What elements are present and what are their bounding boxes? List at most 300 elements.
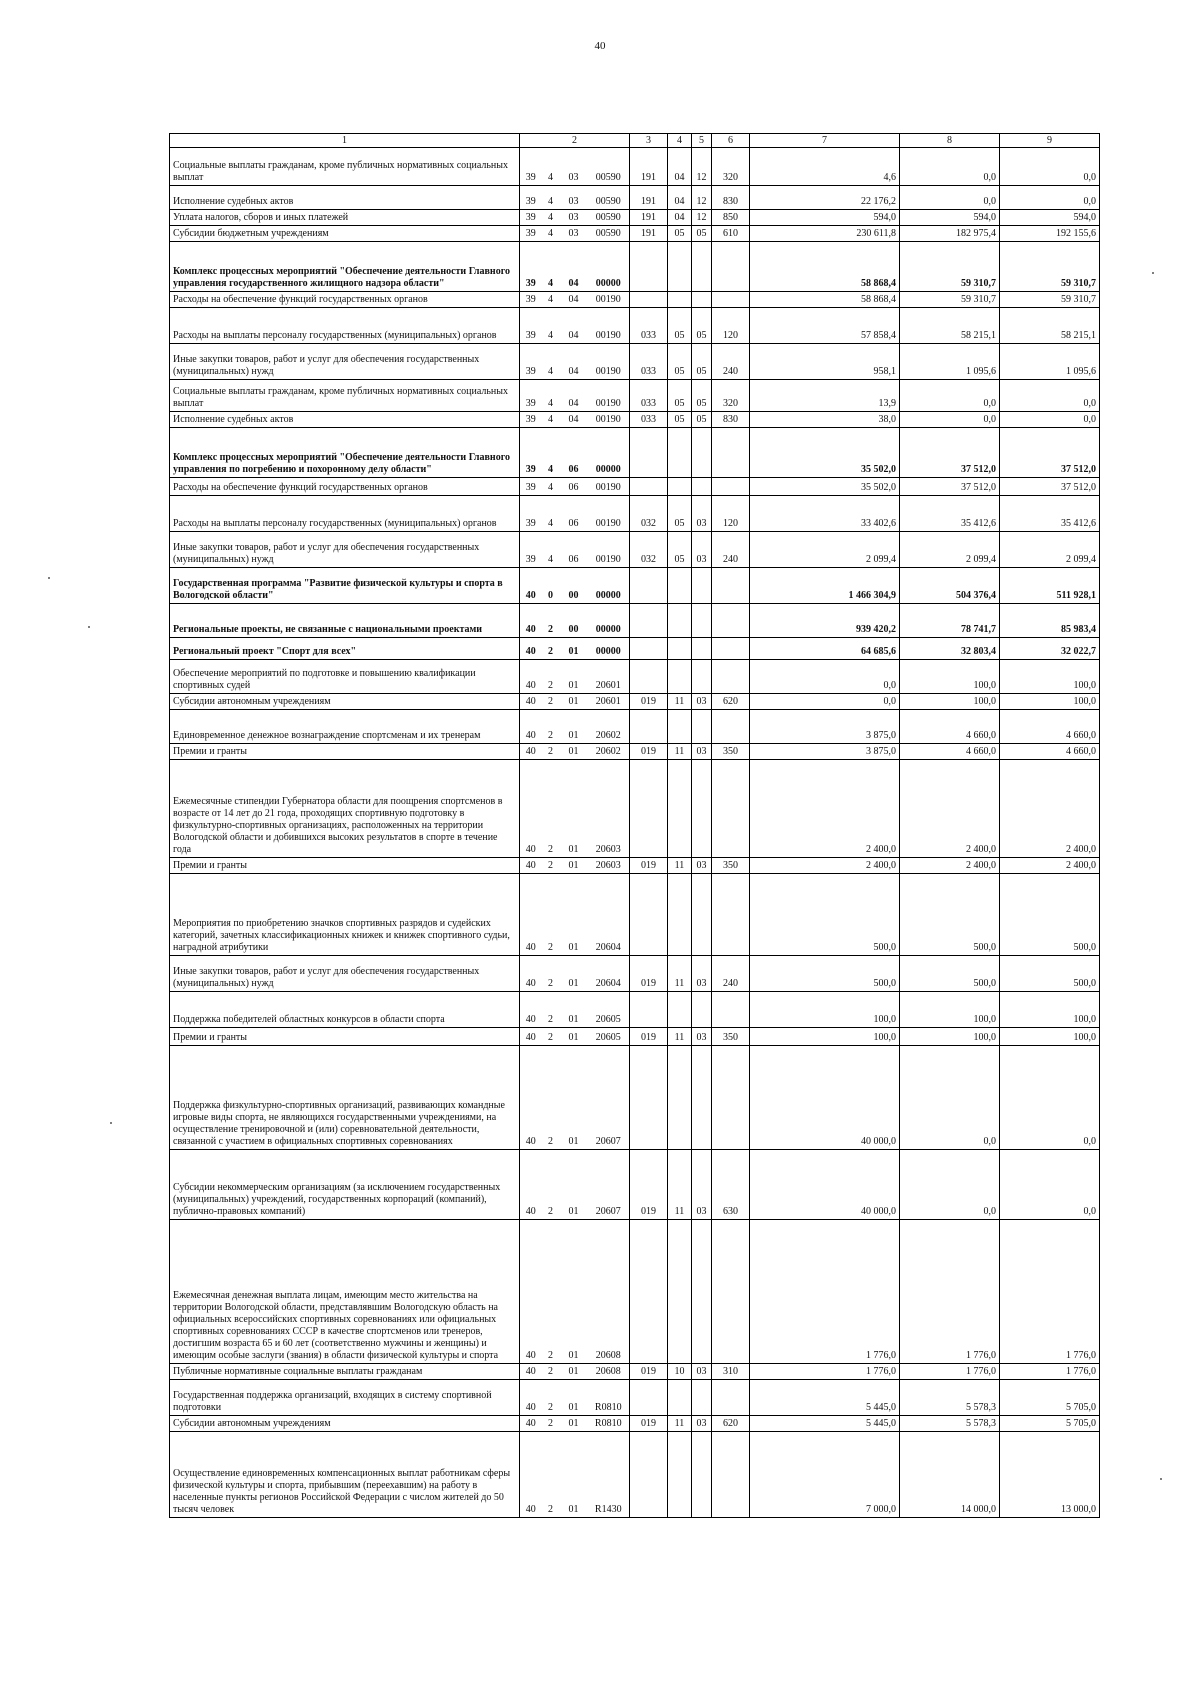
column-5-value bbox=[692, 478, 712, 496]
column-8-amount: 2 099,4 bbox=[900, 532, 1000, 568]
column-6-value: 310 bbox=[712, 1364, 750, 1380]
code-part-4: 00190 bbox=[588, 412, 630, 428]
table-row bbox=[170, 660, 1100, 694]
code-part-3: 00 bbox=[560, 604, 588, 638]
code-part-4: 00190 bbox=[588, 380, 630, 412]
code-part-1: 40 bbox=[520, 956, 542, 992]
column-5-value bbox=[692, 660, 712, 694]
code-part-1: 39 bbox=[520, 210, 542, 226]
code-part-1: 40 bbox=[520, 1046, 542, 1150]
column-7-amount: 3 875,0 bbox=[750, 744, 900, 760]
column-3-value: 032 bbox=[630, 496, 668, 532]
column-8-amount: 100,0 bbox=[900, 1028, 1000, 1046]
column-7-amount: 230 611,8 bbox=[750, 226, 900, 242]
column-3-value: 191 bbox=[630, 210, 668, 226]
table-row bbox=[170, 568, 1100, 604]
code-part-4: 20605 bbox=[588, 1028, 630, 1046]
column-9-amount: 100,0 bbox=[1000, 694, 1100, 710]
code-part-4: 20601 bbox=[588, 660, 630, 694]
column-3-value bbox=[630, 660, 668, 694]
table-row bbox=[170, 496, 1100, 532]
column-9-amount: 511 928,1 bbox=[1000, 568, 1100, 604]
column-3-value: 019 bbox=[630, 858, 668, 874]
code-part-4: 20602 bbox=[588, 710, 630, 744]
column-6-value bbox=[712, 604, 750, 638]
code-part-4: 00190 bbox=[588, 308, 630, 344]
row-description: Исполнение судебных актов bbox=[170, 186, 520, 210]
code-part-2: 4 bbox=[542, 226, 560, 242]
code-part-4: R1430 bbox=[588, 1432, 630, 1518]
column-6-value: 830 bbox=[712, 412, 750, 428]
code-part-2: 2 bbox=[542, 694, 560, 710]
column-3-value: 019 bbox=[630, 1416, 668, 1432]
code-part-3: 01 bbox=[560, 858, 588, 874]
column-4-value bbox=[668, 604, 692, 638]
column-4-value bbox=[668, 568, 692, 604]
row-description: Иные закупки товаров, работ и услуг для обеспечения государственных (муниципальных) нужд bbox=[170, 344, 520, 380]
column-6-value bbox=[712, 874, 750, 956]
code-part-1: 40 bbox=[520, 1364, 542, 1380]
code-part-4: 20603 bbox=[588, 760, 630, 858]
column-3-value bbox=[630, 428, 668, 478]
table-row bbox=[170, 992, 1100, 1028]
column-5-value: 05 bbox=[692, 308, 712, 344]
column-5-value bbox=[692, 242, 712, 292]
column-8-amount: 4 660,0 bbox=[900, 744, 1000, 760]
code-part-1: 39 bbox=[520, 412, 542, 428]
column-6-value: 620 bbox=[712, 694, 750, 710]
column-6-value bbox=[712, 1432, 750, 1518]
column-4-value: 04 bbox=[668, 186, 692, 210]
code-part-3: 06 bbox=[560, 428, 588, 478]
row-description: Исполнение судебных актов bbox=[170, 412, 520, 428]
row-description: Комплекс процессных мероприятий "Обеспечение деятельности Главного управления государственного жилищного надзора области" bbox=[170, 242, 520, 292]
column-3-value: 191 bbox=[630, 226, 668, 242]
code-part-1: 40 bbox=[520, 694, 542, 710]
column-9-amount: 500,0 bbox=[1000, 956, 1100, 992]
column-6-value bbox=[712, 992, 750, 1028]
column-number-row bbox=[170, 134, 1100, 148]
column-4-value: 05 bbox=[668, 496, 692, 532]
column-7-amount: 100,0 bbox=[750, 992, 900, 1028]
column-header-8: 8 bbox=[900, 134, 1000, 148]
column-9-amount: 0,0 bbox=[1000, 1046, 1100, 1150]
code-part-1: 40 bbox=[520, 760, 542, 858]
scan-speck bbox=[110, 1122, 112, 1124]
code-part-3: 01 bbox=[560, 760, 588, 858]
code-part-4: 00590 bbox=[588, 148, 630, 186]
code-part-4: 20601 bbox=[588, 694, 630, 710]
scan-speck bbox=[1152, 272, 1154, 274]
column-3-value bbox=[630, 242, 668, 292]
row-description: Государственная поддержка организаций, входящих в систему спортивной подготовки bbox=[170, 1380, 520, 1416]
column-7-amount: 22 176,2 bbox=[750, 186, 900, 210]
column-5-value: 05 bbox=[692, 380, 712, 412]
column-8-amount: 500,0 bbox=[900, 874, 1000, 956]
column-8-amount: 35 412,6 bbox=[900, 496, 1000, 532]
column-5-value: 03 bbox=[692, 1028, 712, 1046]
code-part-3: 01 bbox=[560, 956, 588, 992]
column-7-amount: 58 868,4 bbox=[750, 292, 900, 308]
column-8-amount: 504 376,4 bbox=[900, 568, 1000, 604]
row-description: Иные закупки товаров, работ и услуг для обеспечения государственных (муниципальных) нужд bbox=[170, 532, 520, 568]
column-4-value bbox=[668, 638, 692, 660]
code-part-3: 01 bbox=[560, 1380, 588, 1416]
column-6-value: 240 bbox=[712, 344, 750, 380]
code-part-2: 2 bbox=[542, 604, 560, 638]
column-8-amount: 0,0 bbox=[900, 1046, 1000, 1150]
code-part-2: 4 bbox=[542, 344, 560, 380]
column-8-amount: 14 000,0 bbox=[900, 1432, 1000, 1518]
column-4-value: 11 bbox=[668, 744, 692, 760]
column-6-value: 350 bbox=[712, 858, 750, 874]
code-part-4: R0810 bbox=[588, 1416, 630, 1432]
code-part-3: 01 bbox=[560, 694, 588, 710]
column-5-value: 12 bbox=[692, 186, 712, 210]
column-header-3: 3 bbox=[630, 134, 668, 148]
column-4-value bbox=[668, 478, 692, 496]
column-6-value: 120 bbox=[712, 308, 750, 344]
column-6-value bbox=[712, 1046, 750, 1150]
code-part-3: 04 bbox=[560, 412, 588, 428]
column-7-amount: 0,0 bbox=[750, 694, 900, 710]
code-part-4: 00000 bbox=[588, 568, 630, 604]
column-4-value bbox=[668, 710, 692, 744]
column-6-value: 630 bbox=[712, 1150, 750, 1220]
code-part-2: 2 bbox=[542, 874, 560, 956]
column-5-value: 03 bbox=[692, 744, 712, 760]
code-part-2: 2 bbox=[542, 1028, 560, 1046]
column-7-amount: 100,0 bbox=[750, 1028, 900, 1046]
column-4-value bbox=[668, 992, 692, 1028]
row-description: Комплекс процессных мероприятий "Обеспечение деятельности Главного управления по погребению и похоронному делу области" bbox=[170, 428, 520, 478]
column-7-amount: 2 400,0 bbox=[750, 760, 900, 858]
column-7-amount: 7 000,0 bbox=[750, 1432, 900, 1518]
column-3-value bbox=[630, 992, 668, 1028]
column-5-value: 03 bbox=[692, 532, 712, 568]
code-part-4: 20607 bbox=[588, 1150, 630, 1220]
row-description: Иные закупки товаров, работ и услуг для обеспечения государственных (муниципальных) нужд bbox=[170, 956, 520, 992]
column-5-value bbox=[692, 1432, 712, 1518]
row-description: Расходы на обеспечение функций государственных органов bbox=[170, 292, 520, 308]
code-part-2: 2 bbox=[542, 638, 560, 660]
table-row bbox=[170, 344, 1100, 380]
table-row bbox=[170, 478, 1100, 496]
table-row bbox=[170, 226, 1100, 242]
code-part-2: 2 bbox=[542, 1220, 560, 1364]
code-part-4: 00590 bbox=[588, 210, 630, 226]
row-description: Региональный проект "Спорт для всех" bbox=[170, 638, 520, 660]
column-9-amount: 500,0 bbox=[1000, 874, 1100, 956]
code-part-2: 2 bbox=[542, 1150, 560, 1220]
column-8-amount: 0,0 bbox=[900, 1150, 1000, 1220]
code-part-3: 01 bbox=[560, 1150, 588, 1220]
row-description: Мероприятия по приобретению значков спортивных разрядов и судейских категорий, зачетных классификационных книжек и книжек спортивного судьи, наградной атрибутики bbox=[170, 874, 520, 956]
table-row bbox=[170, 1046, 1100, 1150]
column-9-amount: 1 776,0 bbox=[1000, 1364, 1100, 1380]
row-description: Обеспечение мероприятий по подготовке и повышению квалификации спортивных судей bbox=[170, 660, 520, 694]
column-6-value: 120 bbox=[712, 496, 750, 532]
code-part-4: 00190 bbox=[588, 292, 630, 308]
code-part-2: 2 bbox=[542, 710, 560, 744]
column-7-amount: 594,0 bbox=[750, 210, 900, 226]
code-part-1: 39 bbox=[520, 532, 542, 568]
column-7-amount: 58 868,4 bbox=[750, 242, 900, 292]
code-part-3: 04 bbox=[560, 308, 588, 344]
row-description: Поддержка физкультурно-спортивных организаций, развивающих командные игровые виды спорта, не являющихся государственными учреждениями, на осуществление тренировочной и (или) соревновательной деятельности, связанной с участием в официальных спортивных соревнованиях bbox=[170, 1046, 520, 1150]
code-part-3: 01 bbox=[560, 710, 588, 744]
column-3-value: 191 bbox=[630, 186, 668, 210]
code-part-2: 4 bbox=[542, 292, 560, 308]
code-part-3: 06 bbox=[560, 532, 588, 568]
code-part-1: 39 bbox=[520, 148, 542, 186]
code-part-3: 01 bbox=[560, 744, 588, 760]
row-description: Премии и гранты bbox=[170, 858, 520, 874]
table-row bbox=[170, 148, 1100, 186]
code-part-3: 01 bbox=[560, 660, 588, 694]
row-description: Премии и гранты bbox=[170, 744, 520, 760]
code-part-4: 00190 bbox=[588, 532, 630, 568]
column-6-value: 350 bbox=[712, 1028, 750, 1046]
column-3-value: 019 bbox=[630, 956, 668, 992]
column-5-value: 03 bbox=[692, 1416, 712, 1432]
column-5-value: 03 bbox=[692, 694, 712, 710]
code-part-3: 01 bbox=[560, 874, 588, 956]
column-3-value bbox=[630, 478, 668, 496]
column-5-value: 12 bbox=[692, 148, 712, 186]
code-part-4: 00190 bbox=[588, 496, 630, 532]
column-4-value bbox=[668, 660, 692, 694]
column-header-4: 4 bbox=[668, 134, 692, 148]
column-6-value bbox=[712, 478, 750, 496]
column-4-value: 11 bbox=[668, 1150, 692, 1220]
column-7-amount: 3 875,0 bbox=[750, 710, 900, 744]
code-part-3: 01 bbox=[560, 1432, 588, 1518]
column-9-amount: 192 155,6 bbox=[1000, 226, 1100, 242]
column-7-amount: 4,6 bbox=[750, 148, 900, 186]
column-9-amount: 59 310,7 bbox=[1000, 292, 1100, 308]
column-7-amount: 40 000,0 bbox=[750, 1046, 900, 1150]
code-part-1: 40 bbox=[520, 660, 542, 694]
row-description: Ежемесячные стипендии Губернатора области для поощрения спортсменов в возрасте от 14 лет до 21 года, проходящих спортивную подготовку в физкультурно-спортивных организациях, расположенных на территории Вологодской области и добившихся высоких результатов в спорте в течение года bbox=[170, 760, 520, 858]
row-description: Социальные выплаты гражданам, кроме публичных нормативных социальных выплат bbox=[170, 148, 520, 186]
code-part-1: 39 bbox=[520, 496, 542, 532]
column-9-amount: 85 983,4 bbox=[1000, 604, 1100, 638]
code-part-1: 39 bbox=[520, 226, 542, 242]
column-3-value bbox=[630, 760, 668, 858]
table-row bbox=[170, 638, 1100, 660]
table-body bbox=[170, 148, 1100, 1518]
code-part-1: 39 bbox=[520, 186, 542, 210]
code-part-1: 39 bbox=[520, 478, 542, 496]
column-9-amount: 100,0 bbox=[1000, 1028, 1100, 1046]
column-3-value: 019 bbox=[630, 1028, 668, 1046]
code-part-3: 04 bbox=[560, 242, 588, 292]
code-part-1: 39 bbox=[520, 428, 542, 478]
code-part-3: 01 bbox=[560, 992, 588, 1028]
column-8-amount: 58 215,1 bbox=[900, 308, 1000, 344]
code-part-4: 20608 bbox=[588, 1364, 630, 1380]
column-3-value bbox=[630, 1432, 668, 1518]
column-3-value bbox=[630, 638, 668, 660]
column-4-value bbox=[668, 292, 692, 308]
column-8-amount: 32 803,4 bbox=[900, 638, 1000, 660]
scan-speck bbox=[88, 626, 90, 628]
code-part-4: 00590 bbox=[588, 226, 630, 242]
column-5-value: 03 bbox=[692, 858, 712, 874]
code-part-4: 20604 bbox=[588, 956, 630, 992]
column-4-value bbox=[668, 1432, 692, 1518]
column-5-value bbox=[692, 1220, 712, 1364]
column-9-amount: 37 512,0 bbox=[1000, 478, 1100, 496]
column-7-amount: 38,0 bbox=[750, 412, 900, 428]
column-7-amount: 939 420,2 bbox=[750, 604, 900, 638]
column-6-value bbox=[712, 638, 750, 660]
column-header-5: 5 bbox=[692, 134, 712, 148]
code-part-1: 40 bbox=[520, 874, 542, 956]
column-8-amount: 1 776,0 bbox=[900, 1220, 1000, 1364]
code-part-3: 06 bbox=[560, 478, 588, 496]
code-part-2: 2 bbox=[542, 1380, 560, 1416]
column-7-amount: 35 502,0 bbox=[750, 428, 900, 478]
column-9-amount: 4 660,0 bbox=[1000, 744, 1100, 760]
row-description: Субсидии некоммерческим организациям (за исключением государственных (муниципальных) учреждений, государственных корпораций (компаний), публично-правовых компаний) bbox=[170, 1150, 520, 1220]
column-7-amount: 57 858,4 bbox=[750, 308, 900, 344]
column-9-amount: 0,0 bbox=[1000, 1150, 1100, 1220]
column-7-amount: 33 402,6 bbox=[750, 496, 900, 532]
table-row bbox=[170, 604, 1100, 638]
table-row bbox=[170, 210, 1100, 226]
column-9-amount: 5 705,0 bbox=[1000, 1416, 1100, 1432]
row-description: Единовременное денежное вознаграждение спортсменам и их тренерам bbox=[170, 710, 520, 744]
column-header-2: 2 bbox=[520, 134, 630, 148]
code-part-2: 2 bbox=[542, 956, 560, 992]
column-9-amount: 2 099,4 bbox=[1000, 532, 1100, 568]
code-part-3: 03 bbox=[560, 226, 588, 242]
code-part-2: 4 bbox=[542, 428, 560, 478]
column-3-value: 033 bbox=[630, 412, 668, 428]
table-row bbox=[170, 1416, 1100, 1432]
row-description: Расходы на выплаты персоналу государственных (муниципальных) органов bbox=[170, 308, 520, 344]
code-part-2: 4 bbox=[542, 496, 560, 532]
column-9-amount: 32 022,7 bbox=[1000, 638, 1100, 660]
column-6-value: 240 bbox=[712, 532, 750, 568]
column-3-value bbox=[630, 1046, 668, 1150]
column-8-amount: 5 578,3 bbox=[900, 1416, 1000, 1432]
code-part-3: 06 bbox=[560, 496, 588, 532]
column-4-value: 11 bbox=[668, 858, 692, 874]
column-7-amount: 1 776,0 bbox=[750, 1364, 900, 1380]
code-part-1: 40 bbox=[520, 568, 542, 604]
column-9-amount: 594,0 bbox=[1000, 210, 1100, 226]
code-part-2: 4 bbox=[542, 308, 560, 344]
code-part-2: 2 bbox=[542, 1432, 560, 1518]
code-part-4: 00000 bbox=[588, 604, 630, 638]
row-description: Осуществление единовременных компенсационных выплат работникам сферы физической культуры и спорта, прибывшим (переехавшим) на работу в населенные пункты регионов Российской Федерации с числом жителей до 50 тысяч человек bbox=[170, 1432, 520, 1518]
column-5-value bbox=[692, 992, 712, 1028]
column-8-amount: 78 741,7 bbox=[900, 604, 1000, 638]
column-3-value: 033 bbox=[630, 308, 668, 344]
code-part-2: 4 bbox=[542, 412, 560, 428]
code-part-2: 2 bbox=[542, 660, 560, 694]
code-part-2: 2 bbox=[542, 858, 560, 874]
column-8-amount: 37 512,0 bbox=[900, 428, 1000, 478]
column-5-value bbox=[692, 568, 712, 604]
column-7-amount: 35 502,0 bbox=[750, 478, 900, 496]
column-5-value bbox=[692, 760, 712, 858]
column-8-amount: 1 776,0 bbox=[900, 1364, 1000, 1380]
column-8-amount: 0,0 bbox=[900, 380, 1000, 412]
column-6-value bbox=[712, 710, 750, 744]
column-3-value bbox=[630, 604, 668, 638]
column-8-amount: 37 512,0 bbox=[900, 478, 1000, 496]
code-part-3: 04 bbox=[560, 380, 588, 412]
column-4-value: 04 bbox=[668, 210, 692, 226]
column-9-amount: 5 705,0 bbox=[1000, 1380, 1100, 1416]
column-8-amount: 2 400,0 bbox=[900, 760, 1000, 858]
column-5-value bbox=[692, 428, 712, 478]
column-6-value bbox=[712, 292, 750, 308]
code-part-2: 2 bbox=[542, 992, 560, 1028]
column-4-value: 05 bbox=[668, 226, 692, 242]
column-6-value: 240 bbox=[712, 956, 750, 992]
column-4-value: 05 bbox=[668, 412, 692, 428]
column-8-amount: 500,0 bbox=[900, 956, 1000, 992]
column-header-9: 9 bbox=[1000, 134, 1100, 148]
column-3-value bbox=[630, 568, 668, 604]
column-4-value: 05 bbox=[668, 344, 692, 380]
column-8-amount: 100,0 bbox=[900, 660, 1000, 694]
column-4-value bbox=[668, 1220, 692, 1364]
column-8-amount: 59 310,7 bbox=[900, 292, 1000, 308]
column-8-amount: 182 975,4 bbox=[900, 226, 1000, 242]
column-4-value bbox=[668, 874, 692, 956]
column-5-value bbox=[692, 292, 712, 308]
scan-speck bbox=[48, 577, 50, 579]
column-5-value: 03 bbox=[692, 496, 712, 532]
column-3-value: 019 bbox=[630, 1150, 668, 1220]
column-4-value: 10 bbox=[668, 1364, 692, 1380]
code-part-1: 39 bbox=[520, 292, 542, 308]
code-part-4: 20603 bbox=[588, 858, 630, 874]
row-description: Ежемесячная денежная выплата лицам, имеющим место жительства на территории Вологодской области, представлявшим Вологодскую область на официальных всероссийских спортивных соревнованиях или официальных спортивных соревнованиях СССР в качестве спортсменов или тренеров, достигшим возраста 65 и 60 лет (соответственно мужчины и женщины) и имеющим особые заслуги (звания) в области физической культуры и спорта bbox=[170, 1220, 520, 1364]
code-part-3: 01 bbox=[560, 1416, 588, 1432]
column-8-amount: 594,0 bbox=[900, 210, 1000, 226]
column-3-value bbox=[630, 1380, 668, 1416]
column-6-value bbox=[712, 1220, 750, 1364]
code-part-1: 40 bbox=[520, 1380, 542, 1416]
column-header-7: 7 bbox=[750, 134, 900, 148]
row-description: Государственная программа "Развитие физической культуры и спорта в Вологодской области" bbox=[170, 568, 520, 604]
code-part-2: 4 bbox=[542, 478, 560, 496]
column-7-amount: 5 445,0 bbox=[750, 1380, 900, 1416]
column-8-amount: 100,0 bbox=[900, 694, 1000, 710]
row-description: Субсидии автономным учреждениям bbox=[170, 1416, 520, 1432]
row-description: Премии и гранты bbox=[170, 1028, 520, 1046]
column-8-amount: 0,0 bbox=[900, 186, 1000, 210]
column-9-amount: 0,0 bbox=[1000, 412, 1100, 428]
column-4-value: 11 bbox=[668, 1028, 692, 1046]
column-7-amount: 0,0 bbox=[750, 660, 900, 694]
table-row bbox=[170, 186, 1100, 210]
table-row bbox=[170, 1220, 1100, 1364]
code-part-2: 4 bbox=[542, 532, 560, 568]
table-row bbox=[170, 874, 1100, 956]
row-description: Уплата налогов, сборов и иных платежей bbox=[170, 210, 520, 226]
column-4-value: 05 bbox=[668, 532, 692, 568]
table-row bbox=[170, 1028, 1100, 1046]
table-row bbox=[170, 858, 1100, 874]
